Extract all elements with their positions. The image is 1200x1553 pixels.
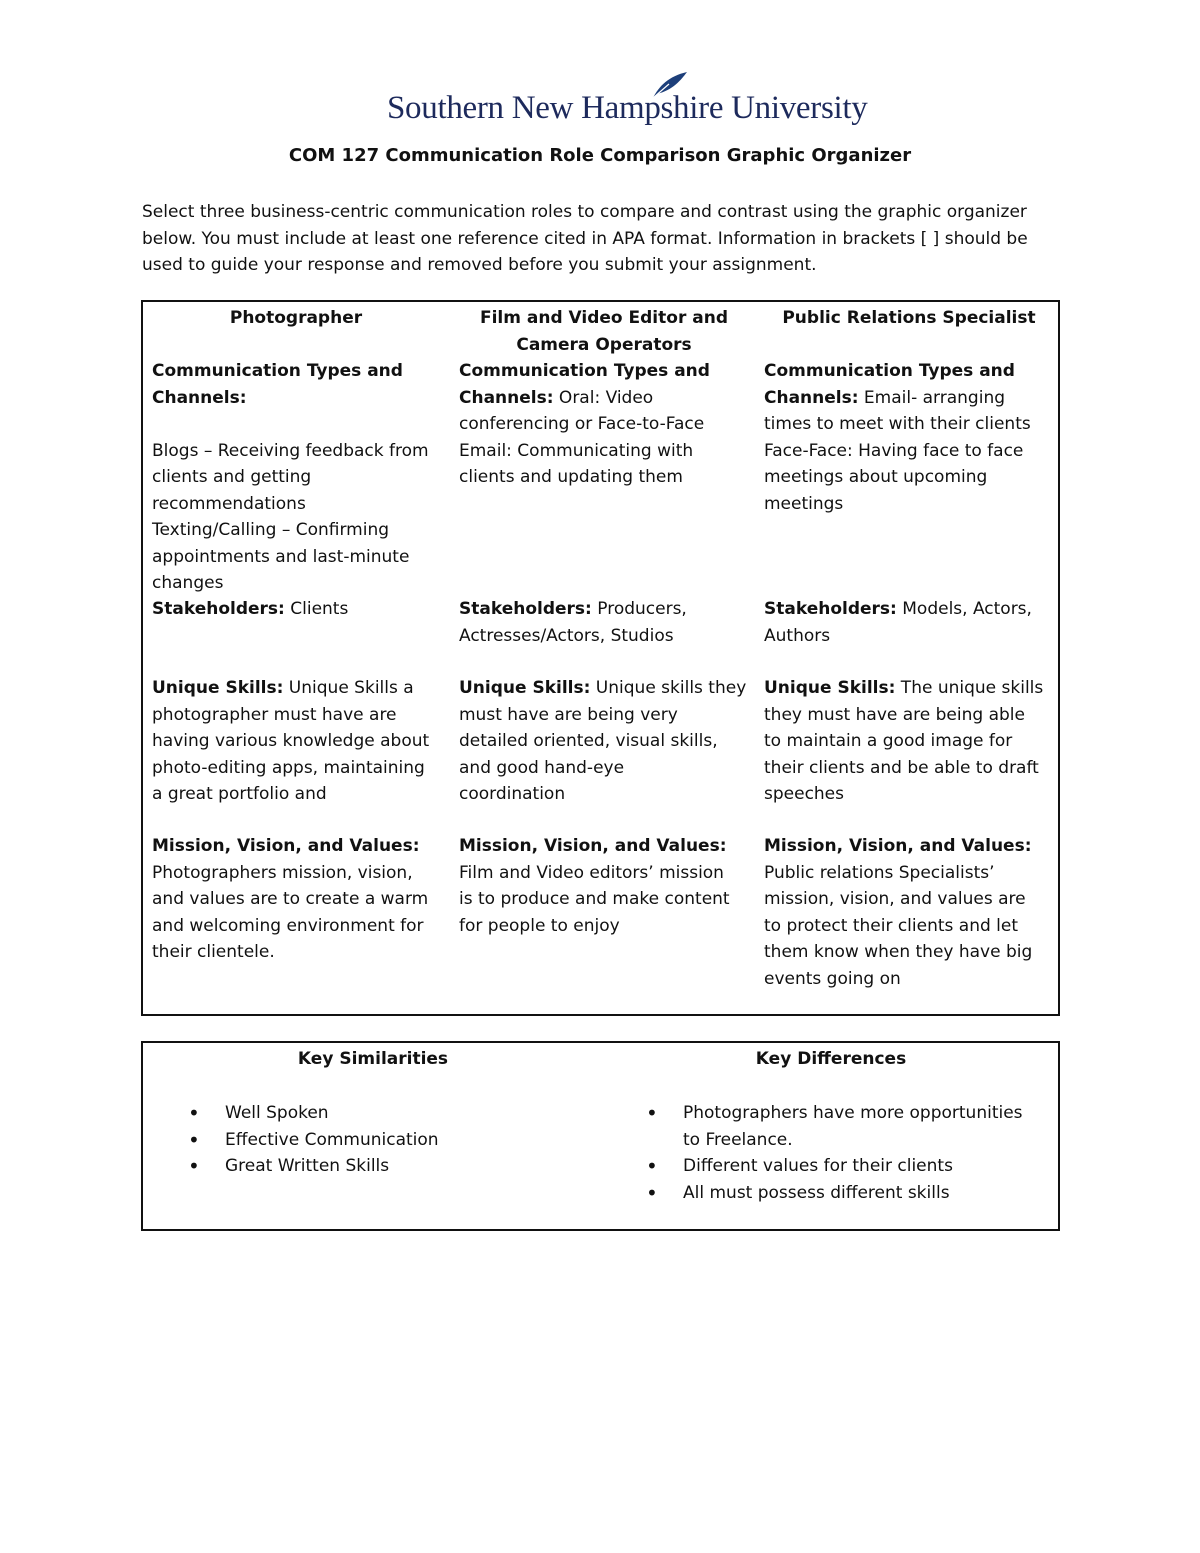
instruction-line: Select three business-centric communication roles to compare and contrast using the graphic organizer: [142, 202, 1027, 222]
role-heading: Film and Video Editor and Camera Operators: [479, 308, 728, 355]
instructions: [142, 199, 1062, 279]
list-item: • Effective Communication: [188, 1127, 439, 1154]
mission-section: Mission, Vision, and Values: Film and Video editors’ mission is to produce and make content for people to enjoy: [459, 836, 730, 936]
university-name: Southern New Hampshire University: [387, 90, 868, 126]
document-title: COM 127 Communication Role Comparison Graphic Organizer: [288, 145, 912, 166]
university-logo: [387, 70, 868, 132]
list-item: • Photographers have more opportunities to Freelance.: [646, 1100, 1023, 1153]
stakeholders-section: Stakeholders: Clients: [152, 599, 349, 619]
unique-skills-section: Unique Skills: Unique Skills a photographer must have are having various knowledge about photo-editing apps, maintaining a great portfolio and: [152, 678, 430, 804]
list-item: • Well Spoken: [188, 1100, 439, 1127]
similarities-differences-table: [141, 1041, 1060, 1231]
stakeholders-section: Stakeholders: Models, Actors, Authors: [764, 599, 1032, 646]
role-heading: Public Relations Specialist: [782, 308, 1036, 328]
communication-section: Communication Types and Channels: Oral: Video conferencing or Face-to-Face Email: Communicating with clients and updating them: [459, 361, 710, 487]
unique-skills-section: Unique Skills: Unique skills they must have are being very detailed oriented, visual skills, and good hand-eye coordination: [459, 678, 747, 804]
instruction-line: used to guide your response and removed before you submit your assignment.: [142, 255, 817, 275]
communication-section: Communication Types and Channels: Blogs – Receiving feedback from clients and getting recommendations Texting/Calling – Confirming appointments and last-minute changes: [152, 361, 429, 593]
stakeholders-section: Stakeholders: Producers, Actresses/Actors, Studios: [459, 599, 687, 646]
similarities-list: [188, 1100, 439, 1180]
mission-section: Mission, Vision, and Values: Public relations Specialists’ mission, vision, and values are to protect their clients and let them know when they have big events going on: [764, 836, 1033, 989]
unique-skills-section: Unique Skills: The unique skills they must have are being able to maintain a good image for their clients and be able to draft speeches: [764, 678, 1044, 804]
communication-section: Communication Types and Channels: Email- arranging times to meet with their clients Face-Face: Having face to face meetings about upcoming meetings: [764, 361, 1031, 514]
mission-section: Mission, Vision, and Values: Photographers mission, vision, and values are to create a warm and welcoming environment for their clientele.: [152, 836, 429, 962]
role-heading: Photographer: [229, 308, 363, 328]
list-item: • All must possess different skills: [646, 1180, 1023, 1207]
differences-heading: Key Differences: [755, 1049, 907, 1069]
instruction-line: below. You must include at least one reference cited in APA format. Information in brackets [ ] should be: [142, 228, 1028, 249]
list-item: • Different values for their clients: [646, 1153, 1023, 1180]
similarities-heading: Key Similarities: [297, 1049, 449, 1069]
role-comparison-table: [141, 300, 1060, 1016]
differences-list: [646, 1100, 1023, 1206]
list-item: • Great Written Skills: [188, 1153, 439, 1180]
